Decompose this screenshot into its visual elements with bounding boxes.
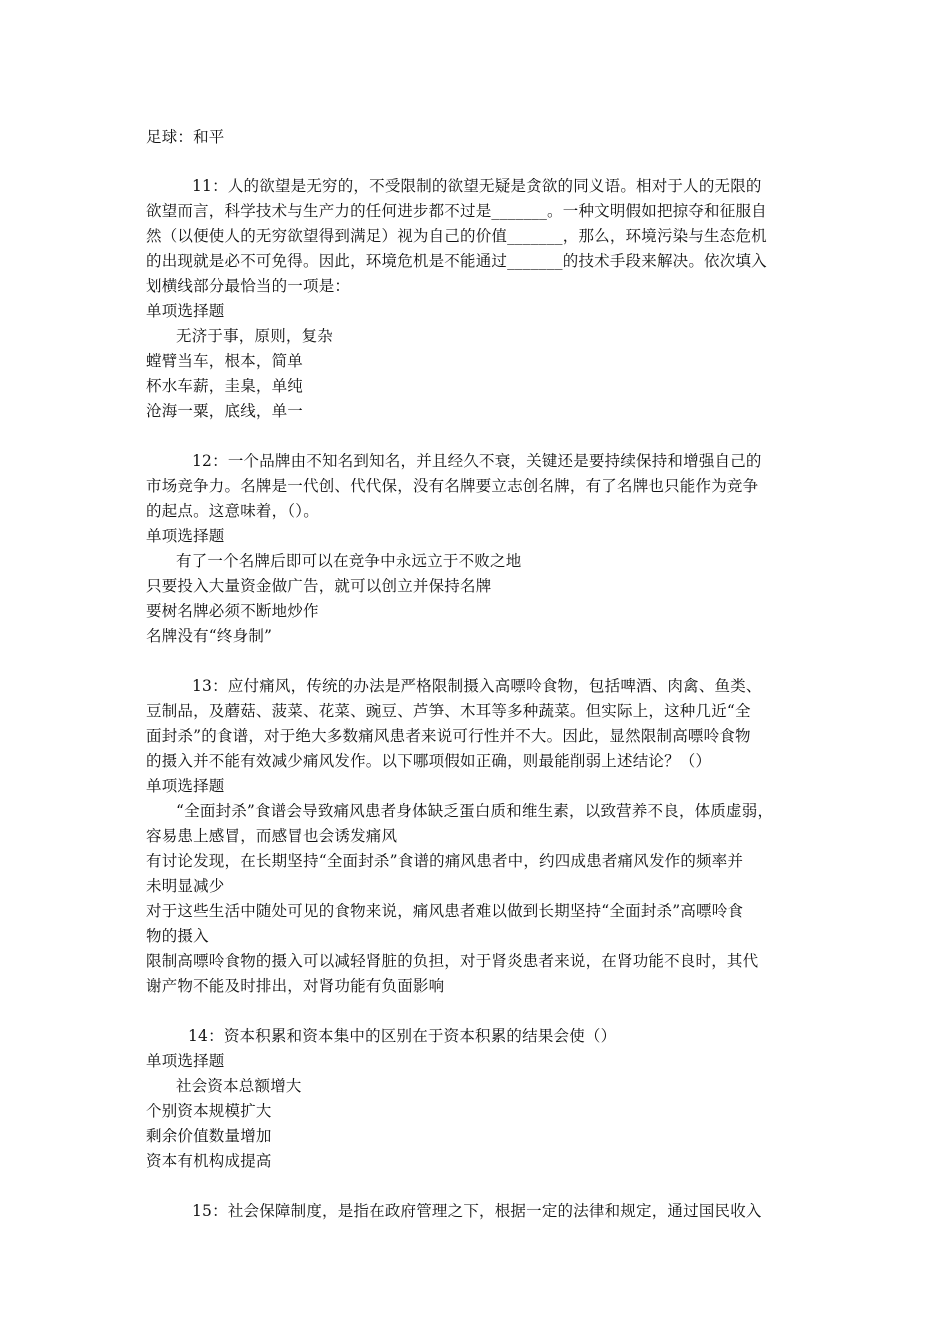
- question-13-type: 单项选择题: [146, 777, 225, 795]
- question-11-option-b: 螳臂当车，根本，简单: [146, 352, 304, 370]
- question-11-stem-line-3: 然（以便使人的无穷欲望得到满足）视为自己的价值_______，那么，环境污染与生态危机: [146, 227, 767, 245]
- question-12-option-b: 只要投入大量资金做广告，就可以创立并保持名牌: [146, 577, 492, 595]
- question-12-type: 单项选择题: [146, 527, 225, 545]
- question-11-type: 单项选择题: [146, 302, 225, 320]
- question-12-stem-line-3: 的起点。这意味着，（）。: [146, 502, 319, 520]
- question-14-option-c: 剩余价值数量增加: [146, 1127, 272, 1145]
- question-13-option-b-line-1: 有讨论发现，在长期坚持“全面封杀”食谱的痛风患者中，约四成患者痛风发作的频率并: [146, 852, 744, 870]
- question-13-option-b-line-2: 未明显减少: [146, 877, 225, 895]
- question-12-option-c: 要树名牌必须不断地炒作: [146, 602, 319, 620]
- question-15-stem-line-1: 15：社会保障制度，是指在政府管理之下，根据一定的法律和规定，通过国民收入: [192, 1202, 762, 1220]
- question-12-stem-line-2: 市场竞争力。名牌是一代创、代代保，没有名牌要立志创名牌，有了名牌也只能作为竞争: [146, 477, 759, 495]
- question-13-stem-line-2: 豆制品，及蘑菇、菠菜、花菜、豌豆、芦笋、木耳等多种蔬菜。但实际上，这种几近“全: [146, 702, 751, 720]
- question-14-stem-line-1: 14：资本积累和资本集中的区别在于资本积累的结果会使（）: [188, 1027, 617, 1045]
- question-11-stem-line-4: 的出现就是必不可免得。因此，环境危机是不能通过_______的技术手段来解决。依次填入: [146, 252, 767, 270]
- question-13-stem-line-1: 13：应付痛风，传统的办法是严格限制摄入高嘌呤食物，包括啤酒、肉禽、鱼类、: [192, 677, 762, 695]
- question-11-option-d: 沧海一粟，底线，单一: [146, 402, 304, 420]
- question-13-option-a-line-2: 容易患上感冒，而感冒也会诱发痛风: [146, 827, 398, 845]
- question-14-option-a: 社会资本总额增大: [176, 1077, 302, 1095]
- question-13-stem-line-3: 面封杀”的食谱，对于绝大多数痛风患者来说可行性并不大。因此，显然限制高嘌呤食物: [146, 727, 751, 745]
- question-14-option-b: 个别资本规模扩大: [146, 1102, 272, 1120]
- question-11-option-c: 杯水车薪，圭臬，单纯: [146, 377, 304, 395]
- previous-answer-line: 足球：和平: [146, 128, 225, 146]
- question-12-stem-line-1: 12：一个品牌由不知名到知名，并且经久不衰，关键还是要持续保持和增强自己的: [192, 452, 762, 470]
- question-13-option-c-line-1: 对于这些生活中随处可见的食物来说，痛风患者难以做到长期坚持“全面封杀”高嘌呤食: [146, 902, 744, 920]
- question-11-option-a: 无济于事，原则，复杂: [176, 327, 334, 345]
- question-12-option-d: 名牌没有“终身制”: [146, 627, 273, 645]
- question-13-option-a-line-1: “全面封杀”食谱会导致痛风患者身体缺乏蛋白质和维生素，以致营养不良，体质虚弱，: [176, 802, 774, 820]
- question-13-option-d-line-1: 限制高嘌呤食物的摄入可以减轻肾脏的负担，对于肾炎患者来说，在肾功能不良时，其代: [146, 952, 759, 970]
- question-12-option-a: 有了一个名牌后即可以在竞争中永远立于不败之地: [176, 552, 522, 570]
- question-11-stem-line-5: 划横线部分最恰当的一项是：: [146, 277, 351, 295]
- question-14-type: 单项选择题: [146, 1052, 225, 1070]
- question-13-stem-line-4: 的摄入并不能有效减少痛风发作。以下哪项假如正确，则最能削弱上述结论？（）: [146, 752, 712, 770]
- question-13-option-d-line-2: 谢产物不能及时排出，对肾功能有负面影响: [146, 977, 445, 995]
- question-11-stem-line-1: 11：人的欲望是无穷的，不受限制的欲望无疑是贪欲的同义语。相对于人的无限的: [192, 177, 762, 195]
- question-14-option-d: 资本有机构成提高: [146, 1152, 272, 1170]
- question-11-stem-line-2: 欲望而言，科学技术与生产力的任何进步都不过是_______。一种文明假如把掠夺和征服自: [146, 202, 767, 220]
- question-13-option-c-line-2: 物的摄入: [146, 927, 209, 945]
